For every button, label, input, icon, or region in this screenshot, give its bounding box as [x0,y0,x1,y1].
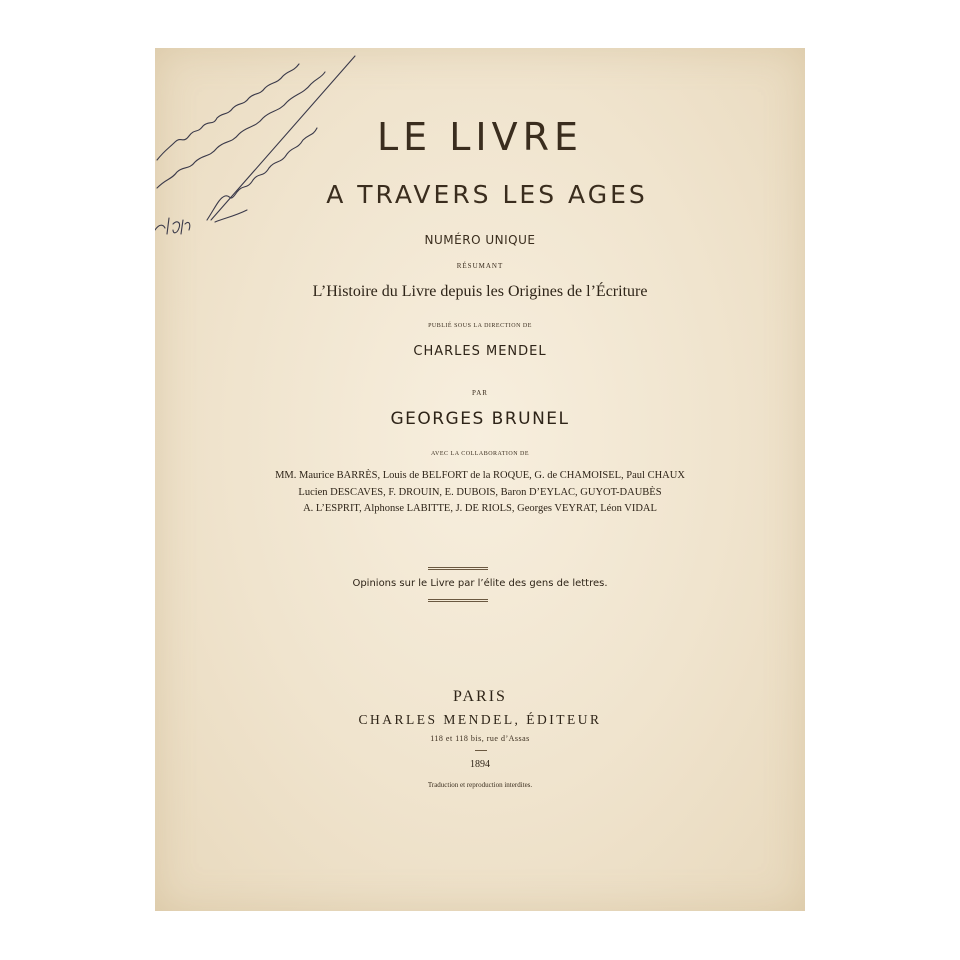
ornament-rule-top [428,567,488,570]
par-label: PAR [472,389,488,397]
author-name: GEORGES BRUNEL [390,409,570,429]
collaboration-label: AVEC LA COLLABORATION DE [430,451,530,457]
director-name: CHARLES MENDEL [413,344,547,359]
title-page [155,48,805,911]
opinions-line: Opinions sur le Livre par l’élite des gens de lettres. [352,578,608,589]
resumant-label: RÉSUMANT [456,262,504,270]
title-line-2: A TRAVERS LES AGES [326,180,648,209]
collaborators-line: Lucien DESCAVES, F. DROUIN, E. DUBOIS, Baron D’EYLAC, GUYOT-DAUBÈS [298,487,662,498]
publisher-name: CHARLES MENDEL, ÉDITEUR [358,712,602,727]
numero-unique: NUMÉRO UNIQUE [424,233,536,247]
publie-label: PUBLIÉ SOUS LA DIRECTION DE [428,323,532,329]
collaborators-line: A. L’ESPRIT, Alphonse LABITTE, J. DE RIOLS, Georges VEYRAT, Léon VIDAL [303,503,657,514]
publisher-address: 118 et 118 bis, rue d’Assas [430,734,530,743]
title-line-1: LE LIVRE [376,115,584,159]
publication-year: 1894 [470,759,490,770]
ornament-rule-bottom [428,599,488,602]
rights-notice: Traduction et reproduction interdites. [427,781,533,789]
subtitle: L’Histoire du Livre depuis les Origines de l’Écriture [312,283,648,300]
separator-dash [475,750,487,751]
collaborators-line: MM. Maurice BARRÈS, Louis de BELFORT de la ROQUE, G. de CHAMOISEL, Paul CHAUX [275,470,685,481]
publication-city: PARIS [453,688,507,705]
